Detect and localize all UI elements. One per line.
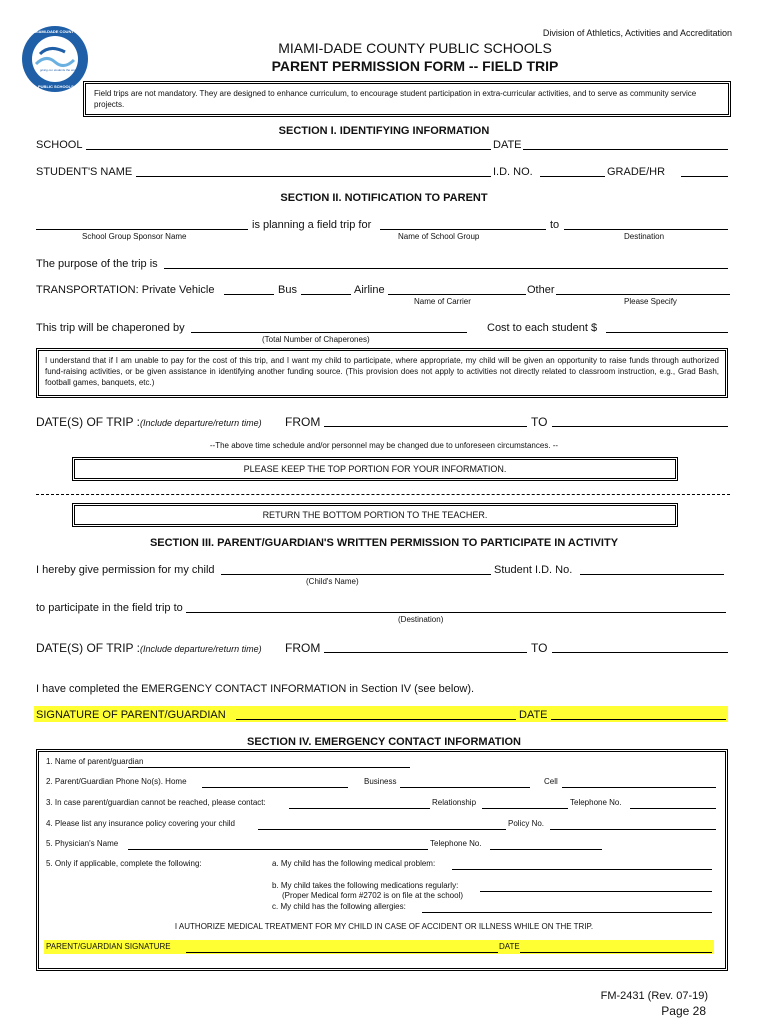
airline-label: Airline xyxy=(354,284,385,296)
allergies-field[interactable] xyxy=(422,902,712,913)
destination-caption-3: (Destination) xyxy=(398,615,444,624)
section2-title: SECTION II. NOTIFICATION TO PARENT xyxy=(280,192,488,204)
page-number: Page 28 xyxy=(661,1004,706,1018)
child-name-field[interactable] xyxy=(221,564,491,575)
section1-title: SECTION I. IDENTIFYING INFORMATION xyxy=(278,125,490,137)
logo-bottom-text: PUBLIC SCHOOLS xyxy=(38,84,74,89)
bus-field[interactable] xyxy=(301,284,351,295)
permission-label: I hereby give permission for my child xyxy=(36,564,215,576)
permission-from-label: FROM xyxy=(285,641,321,655)
parent-signature-date-field[interactable] xyxy=(551,709,726,720)
relationship-field[interactable] xyxy=(482,798,568,809)
section3-title: SECTION III. PARENT/GUARDIAN'S WRITTEN PERMISSION TO PARTICIPATE IN ACTIVITY xyxy=(149,537,619,549)
return-bottom-text: RETURN THE BOTTOM PORTION TO THE TEACHER. xyxy=(262,510,488,520)
cost-label: Cost to each student $ xyxy=(487,322,598,334)
trip-dates-note: (Include departure/return time) xyxy=(140,418,262,428)
student-id-field[interactable] xyxy=(580,564,724,575)
physician-field[interactable] xyxy=(128,839,428,850)
permission-to-field[interactable] xyxy=(552,642,728,653)
airline-field[interactable] xyxy=(388,284,526,295)
grade-field[interactable] xyxy=(681,166,728,177)
childs-name-caption: (Child's Name) xyxy=(306,577,359,586)
trip-from-field[interactable] xyxy=(324,416,527,427)
item1-label: 1. Name of parent/guardian xyxy=(46,757,144,766)
parent-signature-label: SIGNATURE OF PARENT/GUARDIAN xyxy=(36,709,226,721)
id-no-field[interactable] xyxy=(540,166,605,177)
medications-field[interactable] xyxy=(480,881,712,892)
trip-dates-row xyxy=(36,415,262,429)
sponsor-caption: School Group Sponsor Name xyxy=(82,232,187,241)
purpose-label: The purpose of the trip is xyxy=(36,258,158,270)
division-name: Division of Athletics, Activities and Accreditation xyxy=(542,28,732,38)
authorize-statement: I AUTHORIZE MEDICAL TREATMENT FOR MY CHILD IN CASE OF ACCIDENT OR ILLNESS WHILE ON THE TRIP. xyxy=(174,922,594,931)
telephone-label: Telephone No. xyxy=(570,798,622,807)
form-title: PARENT PERMISSION FORM -- FIELD TRIP xyxy=(271,58,559,74)
destination-field[interactable] xyxy=(564,219,728,230)
medical-a-label: a. My child has the following medical problem: xyxy=(272,859,436,868)
trip-from-label: FROM xyxy=(285,415,321,429)
section4-title: SECTION IV. EMERGENCY CONTACT INFORMATION xyxy=(247,736,521,748)
medical-problem-field[interactable] xyxy=(452,859,712,870)
physician-telephone-field[interactable] xyxy=(490,839,602,850)
cell-label: Cell xyxy=(544,777,558,786)
chaperoned-label: This trip will be chaperoned by xyxy=(36,322,185,334)
parent-name-field[interactable] xyxy=(128,757,410,768)
date-label: DATE xyxy=(493,139,522,151)
destination-caption: Destination xyxy=(624,232,665,241)
guardian-signature-field[interactable] xyxy=(186,942,498,953)
keep-top-box xyxy=(72,457,678,481)
permission-to-label: TO xyxy=(531,641,548,655)
item3-label: 3. In case parent/guardian cannot be reached, please contact: xyxy=(46,798,266,807)
cell-phone-field[interactable] xyxy=(562,777,716,788)
bus-label: Bus xyxy=(278,284,297,296)
item5-label: 5. Physician's Name xyxy=(46,839,119,848)
guardian-date-label: DATE xyxy=(499,942,520,951)
permission-dates-note: (Include departure/return time) xyxy=(140,644,262,654)
relationship-label: Relationship xyxy=(432,798,477,807)
trip-dates-label: DATE(S) OF TRIP : xyxy=(36,415,141,429)
insurance-field[interactable] xyxy=(258,819,506,830)
to-label: to xyxy=(550,219,560,231)
chaperones-caption: (Total Number of Chaperones) xyxy=(262,335,370,344)
school-field[interactable] xyxy=(86,139,491,150)
item6-label: 5. Only if applicable, complete the following: xyxy=(46,859,202,868)
student-name-field[interactable] xyxy=(136,166,491,177)
student-id-label: Student I.D. No. xyxy=(494,564,573,576)
medical-c-label: c. My child has the following allergies: xyxy=(272,902,406,911)
logo-top-text: MIAMI-DADE COUNTY xyxy=(34,29,77,34)
school-label: SCHOOL xyxy=(36,139,83,151)
item2-label: 2. Parent/Guardian Phone No(s). Home xyxy=(46,777,187,786)
group-field[interactable] xyxy=(380,219,546,230)
home-phone-field[interactable] xyxy=(202,777,348,788)
guardian-date-field[interactable] xyxy=(520,942,712,953)
permission-dates-label: DATE(S) OF TRIP : xyxy=(36,641,141,655)
keep-top-text: PLEASE KEEP THE TOP PORTION FOR YOUR INFORMATION. xyxy=(243,464,507,474)
parent-signature-date-label: DATE xyxy=(519,709,548,721)
participate-label: to participate in the field trip to xyxy=(36,602,183,614)
private-vehicle-field[interactable] xyxy=(224,284,274,295)
logo-slogan: giving our students the world xyxy=(40,68,79,72)
other-label: Other xyxy=(527,284,555,296)
group-caption: Name of School Group xyxy=(398,232,480,241)
intro-text: Field trips are not mandatory. They are designed to enhance curriculum, to encourage student participation in extra-curricular activities, and to serve as community service projects. xyxy=(94,89,697,109)
chaperones-field[interactable] xyxy=(191,322,467,333)
guardian-signature-label: PARENT/GUARDIAN SIGNATURE xyxy=(46,942,171,951)
cut-line xyxy=(36,494,730,495)
grade-label: GRADE/HR xyxy=(607,166,666,178)
return-bottom-box xyxy=(72,503,678,527)
student-name-label: STUDENT'S NAME xyxy=(36,166,133,178)
planning-label: is planning a field trip for xyxy=(252,219,372,231)
purpose-field[interactable] xyxy=(164,258,728,269)
specify-caption: Please Specify xyxy=(624,297,677,306)
contact-name-field[interactable] xyxy=(289,798,430,809)
intro-box xyxy=(83,81,731,117)
trip-to-label: TO xyxy=(531,415,548,429)
other-field[interactable] xyxy=(556,284,730,295)
business-label: Business xyxy=(364,777,397,786)
trip-to-field[interactable] xyxy=(552,416,728,427)
parent-signature-field[interactable] xyxy=(236,709,516,720)
business-phone-field[interactable] xyxy=(400,777,530,788)
participate-destination-field[interactable] xyxy=(186,602,726,613)
funding-notice-box xyxy=(36,348,728,398)
schedule-change-note: --The above time schedule and/or personnel may be changed due to unforeseen circumstances. -- xyxy=(209,441,559,450)
form-number: FM-2431 (Rev. 07-19) xyxy=(600,990,708,1002)
policy-field[interactable] xyxy=(550,819,716,830)
funding-notice-text: I understand that if I am unable to pay for the cost of this trip, and I want my child to participate, where appropriate, my child will be given an opportunity to raise funds through authorized fund-raising activities, or be given assistance in identifying another funding source. (This provision does not apply to activities not directly related to classroom instruction, e.g., Grad Bash, football games, banquets, etc.) xyxy=(45,356,719,387)
sponsor-field[interactable] xyxy=(36,219,248,230)
contact-telephone-field[interactable] xyxy=(630,798,716,809)
permission-from-field[interactable] xyxy=(324,642,527,653)
policy-label: Policy No. xyxy=(508,819,545,828)
date-field[interactable] xyxy=(523,139,728,150)
transportation-label: TRANSPORTATION: Private Vehicle xyxy=(36,284,215,296)
id-no-label: I.D. NO. xyxy=(493,166,533,178)
item4-label: 4. Please list any insurance policy covering your child xyxy=(46,819,235,828)
permission-dates-row xyxy=(36,641,262,655)
medical-b-note: (Proper Medical form #2702 is on file at the school) xyxy=(282,891,463,900)
carrier-caption: Name of Carrier xyxy=(414,297,471,306)
medical-b-label: b. My child takes the following medications regularly: xyxy=(272,881,459,890)
emergency-statement: I have completed the EMERGENCY CONTACT INFORMATION in Section IV (see below). xyxy=(36,683,475,695)
org-name: MIAMI-DADE COUNTY PUBLIC SCHOOLS xyxy=(278,40,552,56)
physician-telephone-label: Telephone No. xyxy=(430,839,482,848)
cost-field[interactable] xyxy=(606,322,728,333)
